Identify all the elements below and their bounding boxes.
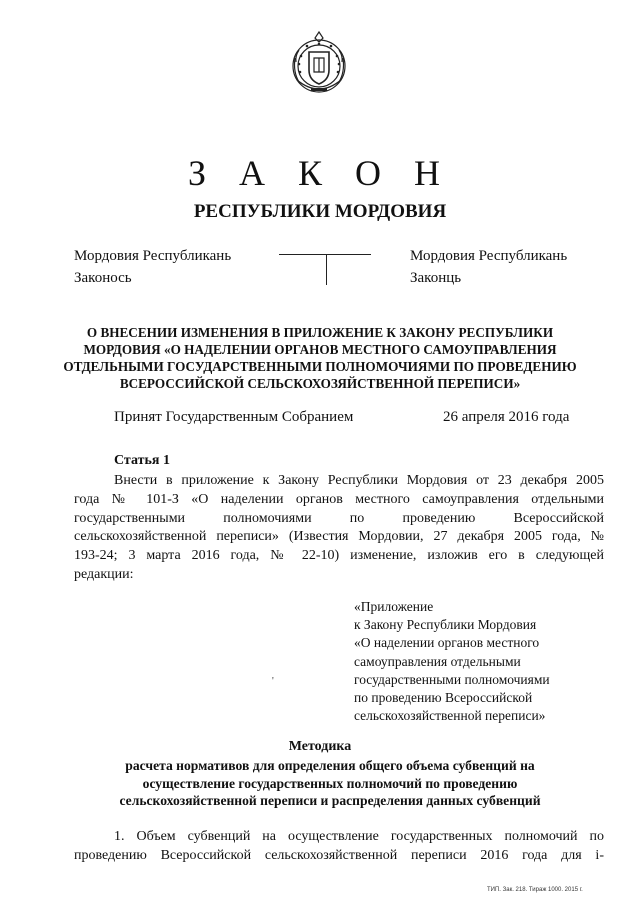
amendment-title bbox=[60, 324, 580, 392]
paragraph-line: редакции: bbox=[74, 566, 134, 582]
appendix-line: «О наделении органов местного bbox=[354, 635, 540, 651]
methodology-subtitle-line: расчета нормативов для определения общего объема субвенций на bbox=[125, 758, 535, 773]
amendment-title-line: О ВНЕСЕНИИ ИЗМЕНЕНИЯ В ПРИЛОЖЕНИЕ К ЗАКОНУ РЕСПУБЛИКИ bbox=[86, 325, 554, 340]
appendix-line: к Закону Республики Мордовия bbox=[354, 617, 537, 633]
paragraph-line: Внести в приложение к Закону Республики Мордовия от 23 декабря 2005 bbox=[114, 473, 604, 488]
scan-speck: ' bbox=[272, 676, 274, 687]
header-left-block bbox=[74, 245, 231, 289]
amendment-title-line: МОРДОВИЯ «О НАДЕЛЕНИИ ОРГАНОВ МЕСТНОГО САМОУПРАВЛЕНИЯ bbox=[83, 342, 557, 357]
methodology-heading: Методика bbox=[288, 739, 352, 754]
appendix-line: сельскохозяйственной переписи» bbox=[354, 708, 546, 724]
coat-of-arms-emblem bbox=[287, 28, 351, 98]
paragraph-line: года № 101-З «О наделении органов местного самоуправления отдельными bbox=[74, 491, 604, 507]
print-footer-code: ТИП. Зак. 218. Тираж 1000. 2015 г. bbox=[487, 887, 583, 893]
article-heading: Статья 1 bbox=[114, 453, 170, 468]
header-right-block bbox=[410, 245, 567, 289]
header-left-line2: Законось bbox=[74, 270, 132, 286]
paragraph-line: 1. Объем субвенций на осуществление государственных полномочий по bbox=[114, 829, 604, 844]
appendix-line: по проведению Всероссийской bbox=[354, 690, 533, 706]
law-subtitle: РЕСПУБЛИКИ МОРДОВИЯ bbox=[193, 201, 447, 222]
header-right-line1: Мордовия Республикань bbox=[410, 248, 568, 264]
adopted-by: Принят Государственным Собранием bbox=[114, 409, 354, 425]
registration-divider bbox=[326, 255, 327, 285]
appendix-line: «Приложение bbox=[354, 599, 434, 614]
methodology-subtitle bbox=[70, 757, 590, 810]
adoption-date: 26 апреля 2016 года bbox=[443, 409, 570, 425]
appendix-line: государственными полномочиями bbox=[354, 671, 550, 687]
appendix-line: самоуправления отдельными bbox=[354, 653, 521, 669]
amendment-title-line: ВСЕРОССИЙСКОЙ СЕЛЬСКОХОЗЯЙСТВЕННОЙ ПЕРЕПИСИ» bbox=[119, 376, 521, 391]
article-1-paragraph bbox=[74, 472, 604, 585]
law-title: З А К О Н bbox=[187, 153, 453, 193]
paragraph-line: государственными полномочиями по проведению Всероссийской bbox=[74, 510, 604, 526]
amendment-title-line: ОТДЕЛЬНЫМИ ГОСУДАРСТВЕННЫМИ ПОЛНОМОЧИЯМИ ПО ПРОВЕДЕНИЮ bbox=[63, 359, 577, 374]
methodology-paragraph-1 bbox=[74, 828, 604, 866]
registration-number-line bbox=[279, 254, 371, 255]
paragraph-line: 193-24; 3 марта 2016 года, № 22-10) изменение, изложив его в следующей bbox=[74, 548, 604, 564]
paragraph-line: проведению Всероссийской сельскохозяйственной переписи 2016 года для i- bbox=[74, 847, 604, 863]
appendix-reference bbox=[354, 598, 550, 725]
header-left-line1: Мордовия Республикань bbox=[74, 248, 232, 264]
paragraph-line: сельскохозяйственной переписи» (Известия Мордовии, 27 декабря 2005 года, № bbox=[74, 529, 604, 545]
methodology-subtitle-line: осуществление государственных полномочий по проведению bbox=[142, 775, 518, 791]
header-right-line2: Законць bbox=[410, 270, 462, 286]
methodology-subtitle-line: сельскохозяйственной переписи и распределения данных субвенций bbox=[119, 793, 541, 809]
